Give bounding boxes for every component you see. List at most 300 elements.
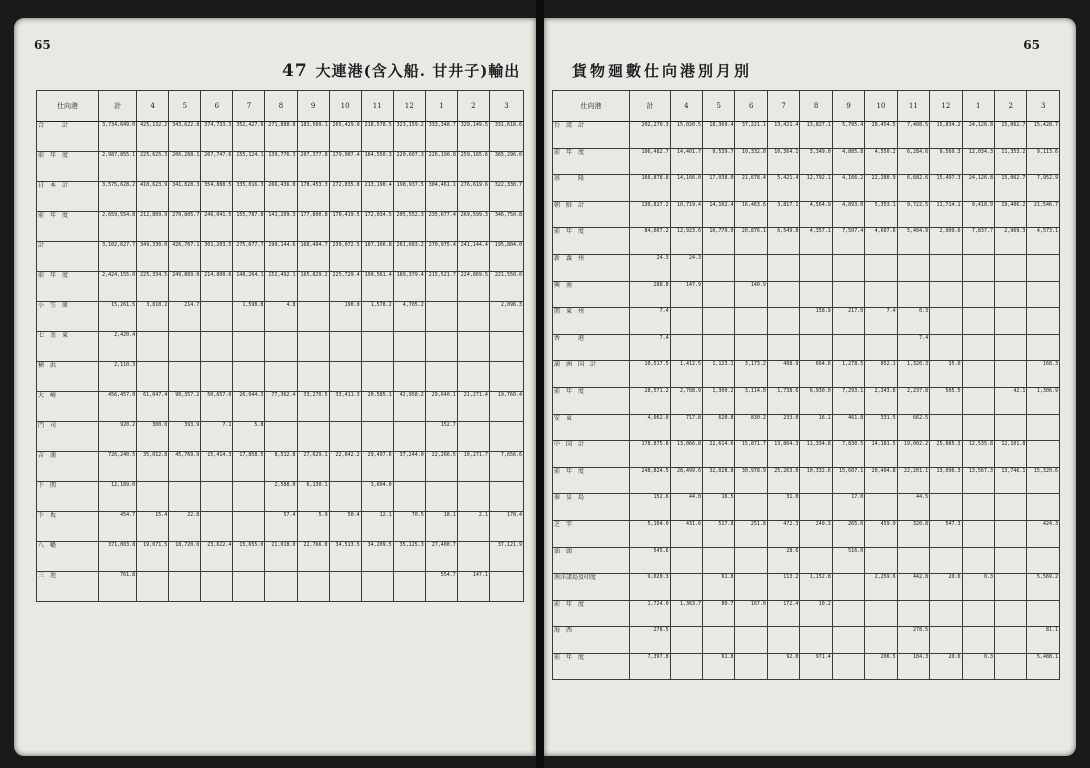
table-cell: 45,769.9 <box>169 452 201 482</box>
row-label: 前 年 度 <box>553 467 630 494</box>
table-cell: 17.0 <box>832 494 864 521</box>
left-page <box>14 18 536 756</box>
table-cell <box>865 627 897 654</box>
table-cell: 5,353.1 <box>865 201 897 228</box>
table-cell: 461.8 <box>832 414 864 441</box>
table-cell: 19,002.2 <box>897 441 929 468</box>
table-cell <box>897 254 929 281</box>
right-page <box>544 18 1076 756</box>
table-cell <box>930 627 962 654</box>
table-cell: 335,016.3 <box>233 182 265 212</box>
table-cell <box>994 600 1026 627</box>
table-cell <box>800 627 832 654</box>
page-title: 貨物廻數仕向港別月別 <box>572 62 753 80</box>
table-cell: 1,123.1 <box>703 361 735 388</box>
table-cell <box>800 494 832 521</box>
table-cell <box>361 422 393 452</box>
table-cell <box>670 653 702 680</box>
table-cell <box>329 482 361 512</box>
table-cell <box>865 547 897 574</box>
table-cell <box>897 547 929 574</box>
table-cell <box>703 334 735 361</box>
table-cell: 178,453.3 <box>297 182 329 212</box>
table-cell <box>233 362 265 392</box>
table-cell <box>1027 494 1060 521</box>
table-cell: 349,330.0 <box>137 242 169 272</box>
table-cell: 1,278.5 <box>832 361 864 388</box>
table-cell: 158.9 <box>800 308 832 335</box>
table-row <box>553 494 1060 521</box>
table-cell: 472.3 <box>767 520 799 547</box>
table-cell <box>265 332 297 362</box>
table-cell <box>832 334 864 361</box>
table-cell: 152,492.1 <box>265 272 297 302</box>
table-cell: 15,062.7 <box>994 122 1026 149</box>
table-cell: 24,126.8 <box>962 122 994 149</box>
table-cell: 15,834.2 <box>930 122 962 149</box>
table-cell: 14,401.7 <box>670 148 702 175</box>
table-cell: 168.3 <box>1027 361 1060 388</box>
table-cell: 12,535.8 <box>962 441 994 468</box>
table-cell: 410,623.9 <box>137 182 169 212</box>
row-label: 前 年 度 <box>553 600 630 627</box>
table-cell <box>265 572 297 602</box>
table-cell <box>930 308 962 335</box>
table-cell: 25,263.0 <box>767 467 799 494</box>
table-cell: 488.9 <box>767 361 799 388</box>
row-label: 下 関 <box>37 482 99 512</box>
table-cell: 2,987,855.1 <box>99 152 137 182</box>
header-month: 3 <box>489 91 523 122</box>
table-cell: 90,357.2 <box>169 392 201 422</box>
table-cell <box>1027 254 1060 281</box>
table-cell: 9,569.3 <box>930 148 962 175</box>
row-label: 秦 皇 島 <box>553 494 630 521</box>
table-cell: 1,724.0 <box>630 600 671 627</box>
table-cell: 2,588.0 <box>265 482 297 512</box>
table-cell <box>930 547 962 574</box>
table-cell <box>897 600 929 627</box>
table-cell: 28,454.5 <box>865 122 897 149</box>
table-cell: 42,958.2 <box>393 392 425 422</box>
table-cell: 221,550.0 <box>489 272 523 302</box>
table-cell: 8,512.8 <box>265 452 297 482</box>
table-row <box>553 653 1060 680</box>
table-cell <box>1027 281 1060 308</box>
table-cell: 20,404.8 <box>865 467 897 494</box>
table-cell <box>994 414 1026 441</box>
table-cell: 235,677.4 <box>425 212 457 242</box>
table-cell: 207,747.6 <box>201 152 233 182</box>
table-cell: 2,259.6 <box>865 574 897 601</box>
table-cell: 664.6 <box>800 361 832 388</box>
table-cell: 261,683.2 <box>393 242 425 272</box>
table-cell: 18.1 <box>425 512 457 542</box>
table-cell: 22.8 <box>169 512 201 542</box>
table-cell: 7,830.5 <box>832 441 864 468</box>
table-cell: 4,166.2 <box>832 175 864 202</box>
table-cell: 1,300.2 <box>703 387 735 414</box>
table-cell: 5.8 <box>233 422 265 452</box>
table-cell <box>735 547 767 574</box>
header-month: 1 <box>962 91 994 122</box>
table-cell: 4.8 <box>265 302 297 332</box>
table-cell: 20.6 <box>930 653 962 680</box>
table-cell: 278.5 <box>897 627 929 654</box>
table-cell <box>994 361 1026 388</box>
table-row <box>37 422 524 452</box>
table-cell: 374,733.3 <box>201 122 233 152</box>
table-cell <box>994 494 1026 521</box>
table-cell <box>994 281 1026 308</box>
table-cell: 830.2 <box>735 414 767 441</box>
table-cell <box>361 332 393 362</box>
table-cell: 333,348.7 <box>425 122 457 152</box>
table-row <box>553 441 1060 468</box>
table-cell: 9,418.9 <box>962 201 994 228</box>
table-cell <box>735 334 767 361</box>
table-cell: 57.4 <box>265 512 297 542</box>
table-cell: 213,190.4 <box>361 182 393 212</box>
table-cell: 1,152.8 <box>800 574 832 601</box>
row-label: 新 義 州 <box>553 254 630 281</box>
row-label: 関 東 州 <box>553 308 630 335</box>
table-cell <box>329 332 361 362</box>
table-cell: 272,835.8 <box>329 182 361 212</box>
header-month: 9 <box>832 91 864 122</box>
table-cell <box>489 422 523 452</box>
table-cell: 21,271.4 <box>457 392 489 422</box>
table-cell <box>233 512 265 542</box>
table-cell: 214.7 <box>169 302 201 332</box>
header-month: 4 <box>137 91 169 122</box>
table-cell: 10,332.0 <box>735 148 767 175</box>
table-cell <box>832 653 864 680</box>
table-cell: 21,678.4 <box>735 175 767 202</box>
table-cell <box>169 572 201 602</box>
table-cell: 70.5 <box>393 512 425 542</box>
row-label: 前 年 度 <box>553 387 630 414</box>
row-label: 七 釜 東 <box>37 332 99 362</box>
table-cell: 517.8 <box>703 520 735 547</box>
table-cell <box>670 547 702 574</box>
table-cell <box>201 572 233 602</box>
table-cell <box>962 627 994 654</box>
table-row <box>553 281 1060 308</box>
table-cell: 11,714.1 <box>930 201 962 228</box>
table-cell <box>1027 334 1060 361</box>
table-cell: 11,353.2 <box>994 148 1026 175</box>
table-cell: 198,937.5 <box>393 182 425 212</box>
table-cell: 183,569.1 <box>297 122 329 152</box>
table-row <box>553 547 1060 574</box>
table-cell <box>865 334 897 361</box>
row-label: 前 年 度 <box>37 212 99 242</box>
table-cell <box>930 281 962 308</box>
table-cell: 0.3 <box>897 308 929 335</box>
header-month: 2 <box>457 91 489 122</box>
table-cell: 147.1 <box>457 572 489 602</box>
table-cell: 1,738.6 <box>767 387 799 414</box>
table-cell: 23,622.4 <box>201 542 233 572</box>
table-cell <box>457 302 489 332</box>
table-cell: 218,578.5 <box>361 122 393 152</box>
header-month: 7 <box>767 91 799 122</box>
row-label: 前 年 度 <box>37 272 99 302</box>
table-cell <box>703 547 735 574</box>
table-cell: 225,625.3 <box>137 152 169 182</box>
table-cell: 177,800.8 <box>297 212 329 242</box>
table-cell <box>425 362 457 392</box>
table-row <box>553 467 1060 494</box>
table-row <box>37 542 524 572</box>
table-cell <box>297 302 329 332</box>
table-row <box>37 362 524 392</box>
row-label: 朝 鮮 計 <box>553 201 630 228</box>
table-cell <box>297 422 329 452</box>
table-cell: 37,244.0 <box>393 452 425 482</box>
table-cell: 84,007.2 <box>630 228 671 255</box>
table-cell: 33,411.3 <box>329 392 361 422</box>
table-cell: 22,266.5 <box>425 452 457 482</box>
table-cell: 276,619.6 <box>457 182 489 212</box>
table-cell: 365,296.0 <box>489 152 523 182</box>
table-cell: 61,047.4 <box>137 392 169 422</box>
header-month: 6 <box>201 91 233 122</box>
table-cell: 212,809.9 <box>137 212 169 242</box>
row-label: 日 本 計 <box>37 182 99 212</box>
table-row <box>37 242 524 272</box>
table-cell: 5,795.4 <box>832 122 864 149</box>
table-cell <box>800 254 832 281</box>
table-cell: 44.0 <box>670 494 702 521</box>
table-cell: 172.4 <box>767 600 799 627</box>
table-cell: 165,829.2 <box>297 272 329 302</box>
table-cell <box>994 547 1026 574</box>
table-cell: 10,332.6 <box>800 467 832 494</box>
table-cell: 28,499.6 <box>670 467 702 494</box>
table-cell: 9,113.6 <box>1027 148 1060 175</box>
table-cell: 7,837.7 <box>962 228 994 255</box>
table-cell: 61.8 <box>703 653 735 680</box>
table-cell: 15,062.7 <box>994 175 1026 202</box>
row-label: 海 西 <box>553 627 630 654</box>
table-cell: 81.1 <box>1027 627 1060 654</box>
table-cell <box>897 281 929 308</box>
table-cell: 19,760.4 <box>489 392 523 422</box>
table-cell: 37,121.9 <box>489 542 523 572</box>
table-cell <box>457 332 489 362</box>
table-cell: 167.0 <box>735 600 767 627</box>
table-cell: 10,719.4 <box>670 201 702 228</box>
page-number: 65 <box>34 38 51 52</box>
table-cell: 206,268.1 <box>169 152 201 182</box>
header-month: 10 <box>329 91 361 122</box>
table-cell: 278.5 <box>630 627 671 654</box>
table-cell: 30,978.9 <box>735 467 767 494</box>
table-row <box>37 182 524 212</box>
table-cell <box>930 334 962 361</box>
table-cell: 18,369.4 <box>703 122 735 149</box>
table-cell: 15,655.0 <box>233 542 265 572</box>
table-cell <box>265 362 297 392</box>
table-cell <box>361 572 393 602</box>
table-cell: 7,507.4 <box>832 228 864 255</box>
table-cell <box>767 308 799 335</box>
table-cell: 152.7 <box>425 422 457 452</box>
table-cell: 1,320.3 <box>897 361 929 388</box>
table-cell: 920.2 <box>99 422 137 452</box>
row-label: 下 坂 <box>37 512 99 542</box>
table-cell: 2,343.6 <box>865 387 897 414</box>
table-cell: 189,379.4 <box>393 272 425 302</box>
table-number: 47 <box>282 61 308 81</box>
row-label: 台 湾 計 <box>553 122 630 149</box>
table-cell: 42.1 <box>994 387 1026 414</box>
table-cell: 304,461.1 <box>425 182 457 212</box>
table-cell: 25,885.3 <box>930 441 962 468</box>
table-cell: 7,397.8 <box>630 653 671 680</box>
table-title: 大連港(含入船. 甘井子)輸出 <box>315 62 521 80</box>
table-cell: 9,539.7 <box>703 148 735 175</box>
table-cell: 265.0 <box>832 520 864 547</box>
table-cell: 7.4 <box>630 334 671 361</box>
table-cell: 215,521.7 <box>425 272 457 302</box>
table-cell: 20,876.1 <box>735 228 767 255</box>
table-cell <box>201 332 233 362</box>
row-label: 三 池 <box>37 572 99 602</box>
header-month: 3 <box>1027 91 1060 122</box>
table-cell: 248,824.5 <box>630 467 671 494</box>
table-cell <box>994 334 1026 361</box>
table-cell: 249.3 <box>800 520 832 547</box>
table-cell: 266,436.0 <box>265 182 297 212</box>
table-row <box>553 387 1060 414</box>
table-cell: 426,707.1 <box>169 242 201 272</box>
table-cell: 7,952.9 <box>1027 175 1060 202</box>
header-month: 5 <box>169 91 201 122</box>
header-month: 11 <box>897 91 929 122</box>
table-cell: 425,132.2 <box>137 122 169 152</box>
table-cell: 288.8 <box>630 281 671 308</box>
table-cell: 225,729.4 <box>329 272 361 302</box>
table-cell: 7.1 <box>201 422 233 452</box>
table-cell: 241,144.4 <box>457 242 489 272</box>
table-row <box>553 122 1060 149</box>
table-cell: 0.3 <box>962 653 994 680</box>
table-cell: 19,406.2 <box>994 201 1026 228</box>
table-row <box>553 148 1060 175</box>
row-label: 前 年 度 <box>553 148 630 175</box>
table-cell <box>930 600 962 627</box>
table-cell: 13,746.1 <box>994 467 1026 494</box>
table-cell: 239,072.5 <box>329 242 361 272</box>
row-label: 油 頭 <box>553 547 630 574</box>
table-cell: 24,126.8 <box>962 175 994 202</box>
table-cell: 224,869.5 <box>457 272 489 302</box>
row-label: 芝 罘 <box>553 520 630 547</box>
row-label: 横 浜 <box>37 362 99 392</box>
table-row <box>37 152 524 182</box>
table-cell: 852.1 <box>865 361 897 388</box>
table-cell: 270,805.7 <box>169 212 201 242</box>
table-cell <box>994 520 1026 547</box>
table-cell: 202,270.3 <box>630 122 671 149</box>
table-cell: 717.8 <box>670 414 702 441</box>
table-cell <box>930 494 962 521</box>
table-cell: 140.9 <box>735 281 767 308</box>
table-cell: 16.1 <box>800 414 832 441</box>
table-cell: 331,618.6 <box>489 122 523 152</box>
table-cell: 2.1 <box>457 512 489 542</box>
table-cell: 29,497.6 <box>361 452 393 482</box>
table-row <box>553 175 1060 202</box>
table-cell <box>1027 441 1060 468</box>
table-cell <box>767 334 799 361</box>
table-cell <box>962 387 994 414</box>
table-cell: 270,975.4 <box>425 242 457 272</box>
table-cell: 13,827.1 <box>800 122 832 149</box>
table-cell: 4,357.1 <box>800 228 832 255</box>
row-label: 前 年 度 <box>553 228 630 255</box>
table-cell <box>962 254 994 281</box>
table-cell <box>703 627 735 654</box>
table-cell: 7.4 <box>630 308 671 335</box>
table-cell: 259,165.6 <box>457 152 489 182</box>
table-cell: 300.0 <box>137 422 169 452</box>
table-row <box>37 122 524 152</box>
table-cell: 217.0 <box>832 308 864 335</box>
table-cell: 442.8 <box>897 574 929 601</box>
page-title <box>282 60 520 81</box>
table-cell <box>201 512 233 542</box>
table-cell: 2,708.9 <box>670 387 702 414</box>
table-cell: 662.5 <box>897 414 929 441</box>
table-cell: 3,114.0 <box>735 387 767 414</box>
table-cell: 6,930.0 <box>800 387 832 414</box>
table-row <box>37 272 524 302</box>
table-cell: 2,424,155.0 <box>99 272 137 302</box>
table-cell: 33,270.5 <box>297 392 329 422</box>
table-cell <box>962 361 994 388</box>
table-row <box>553 228 1060 255</box>
table-cell: 214,800.6 <box>201 272 233 302</box>
row-label: 合 計 <box>37 122 99 152</box>
table-cell: 4,564.9 <box>800 201 832 228</box>
table-cell: 4,550.2 <box>865 148 897 175</box>
table-cell <box>169 482 201 512</box>
row-label: 満 洲 国 計 <box>553 361 630 388</box>
header-month: 12 <box>393 91 425 122</box>
table-cell: 28.6 <box>767 547 799 574</box>
table-cell <box>735 254 767 281</box>
table-cell: 50.4 <box>329 512 361 542</box>
table-cell: 329,149.5 <box>457 122 489 152</box>
table-cell: 5,488.1 <box>1027 653 1060 680</box>
row-label: 小 笠 原 <box>37 302 99 332</box>
table-cell <box>832 281 864 308</box>
table-cell <box>962 494 994 521</box>
table-cell: 22,201.1 <box>897 467 929 494</box>
table-cell: 10,517.5 <box>630 361 671 388</box>
table-cell: 6,284.6 <box>897 148 929 175</box>
table-cell: 456,457.0 <box>99 392 137 422</box>
table-cell: 2,237.8 <box>897 387 929 414</box>
header-month: 6 <box>735 91 767 122</box>
table-cell: 7,656.6 <box>489 452 523 482</box>
table-cell: 21,018.0 <box>265 542 297 572</box>
table-cell: 271,888.8 <box>265 122 297 152</box>
